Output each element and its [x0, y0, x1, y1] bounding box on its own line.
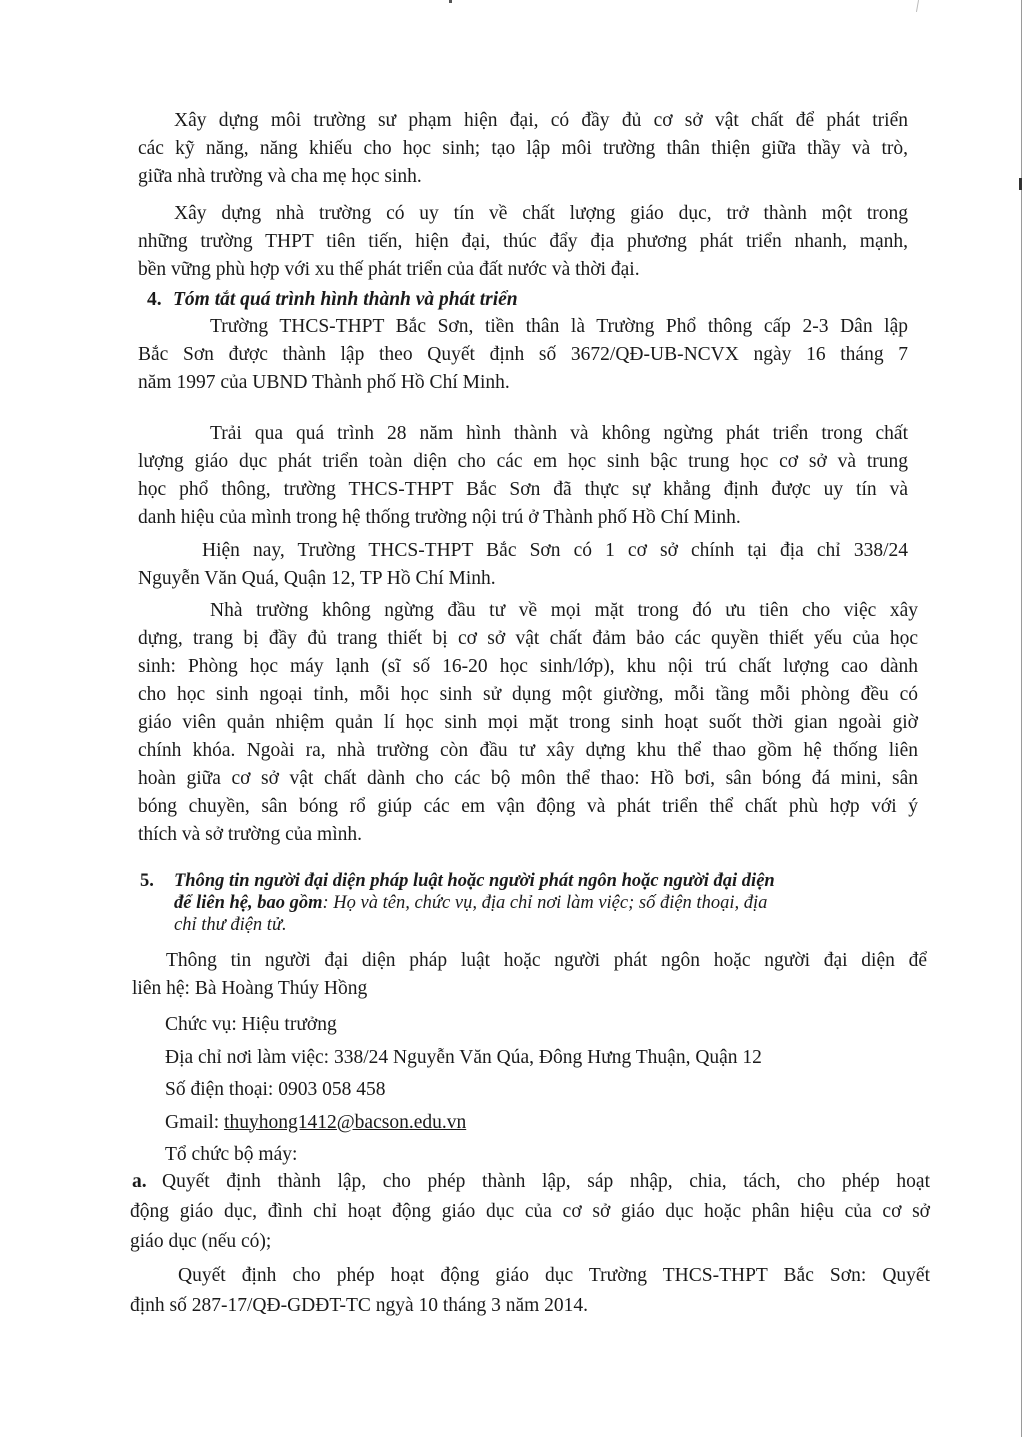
paragraph-campus [138, 537, 908, 593]
text-line: Trải qua quá trình 28 năm hình thành và không ngừng phát triển trong chất [210, 423, 908, 444]
section-subtitle: chỉ thư điện tử. [174, 915, 287, 935]
paragraph-representative [132, 947, 927, 1003]
text-line: Xây dựng nhà trường có uy tín về chất lượng giáo dục, trở thành một trong [174, 203, 908, 224]
text-line: năm 1997 của UBND Thành phố Hồ Chí Minh. [138, 372, 510, 393]
paragraph-vision-2 [138, 200, 908, 284]
text-line: định số 287-17/QĐ-GDĐT-TC ngyà 10 tháng 3 năm 2014. [130, 1295, 589, 1316]
text-line: Quyết định cho phép hoạt động giáo dục Trường THCS-THPT Bắc Sơn: Quyết [178, 1265, 930, 1286]
section-number: 4. [147, 289, 162, 310]
contact-phone: Số điện thoại: 0903 058 458 [165, 1079, 386, 1100]
item-a [130, 1167, 930, 1257]
scan-artifact [916, 0, 919, 12]
text-line: Quyết định thành lập, cho phép thành lập, sáp nhập, chia, tách, cho phép hoạt [162, 1171, 930, 1192]
email-link[interactable]: thuyhong1412@bacson.edu.vn [224, 1111, 467, 1133]
section-5-heading [140, 870, 775, 936]
text-line: Hiện nay, Trường THCS-THPT Bắc Sơn có 1 cơ sở chính tại địa chỉ 338/24 [202, 540, 908, 561]
section-number: 5. [140, 871, 154, 891]
paragraph-vision-1 [138, 107, 908, 191]
text-line: giáo viên quản nhiệm quản lí học sinh mọi mặt trong sinh hoạt suốt thời gian ngoài giờ [138, 712, 918, 733]
text-line: giáo dục (nếu có); [130, 1231, 272, 1252]
paragraph-facilities [138, 597, 918, 849]
paragraph-history [138, 313, 908, 397]
scan-artifact [449, 0, 452, 3]
text-line: các kỹ năng, năng khiếu cho học sinh; tạo lập môi trường thân thiện giữa thầy và trò, [138, 138, 908, 159]
text-line: liên hệ: Bà Hoàng Thúy Hồng [132, 978, 368, 999]
text-line: những trường THPT tiên tiến, hiện đại, thúc đẩy địa phương phát triển nhanh, mạnh, [138, 231, 908, 252]
paragraph-development [138, 420, 908, 532]
item-label: a. [132, 1171, 147, 1192]
text-line: cho học sinh ngoại tỉnh, mỗi học sinh sử dụng một giường, mỗi tầng mỗi phòng đều có [138, 684, 918, 705]
text-line: thích và sở trường của mình. [138, 824, 362, 845]
contact-address: Địa chỉ nơi làm việc: 338/24 Nguyễn Văn Qúa, Đông Hưng Thuận, Quận 12 [165, 1046, 762, 1068]
section-subtitle: : Họ và tên, chức vụ, địa chỉ nơi làm việc; số điện thoại, địa [322, 893, 768, 913]
email-label: Gmail: [165, 1111, 225, 1133]
text-line: bóng chuyền, sân bóng rổ giúp các em vận động và phát triển thể chất phù hợp với ý [138, 796, 918, 817]
scan-artifact [1019, 178, 1022, 190]
org-label: Tổ chức bộ máy: [165, 1144, 298, 1165]
text-line: Xây dựng môi trường sư phạm hiện đại, có đầy đủ cơ sở vật chất để phát triển [174, 110, 908, 131]
contact-info [165, 1009, 762, 1172]
contact-position: Chức vụ: Hiệu trưởng [165, 1014, 337, 1035]
text-line: sinh: Phòng học máy lạnh (sĩ số 16-20 học sinh/lớp), khu nội trú chất lượng cao dành [138, 656, 918, 677]
section-title: để liên hệ, bao gồm [174, 893, 323, 913]
text-line: giữa nhà trường và cha mẹ học sinh. [138, 166, 422, 187]
text-line: động giáo dục, đình chỉ hoạt động giáo dục của cơ sở giáo dục hoặc phân hiệu của cơ sở [130, 1201, 930, 1222]
text-line: Nhà trường không ngừng đầu tư về mọi mặt trong đó ưu tiên cho việc xây [210, 600, 918, 621]
text-line: Thông tin người đại diện pháp luật hoặc người phát ngôn hoặc người đại diện để [166, 950, 927, 971]
section-title: Tóm tắt quá trình hình thành và phát triển [173, 289, 518, 310]
section-4-heading [147, 286, 518, 314]
text-line: học phổ thông, trường THCS-THPT Bắc Sơn đã thực sự khẳng định được uy tín và [138, 479, 908, 500]
paragraph-decision [130, 1261, 930, 1321]
text-line: lượng giáo dục phát triển toàn diện cho các em học sinh bậc trung học cơ sở và trung [138, 451, 908, 472]
text-line: hoàn giữa cơ sở vật chất dành cho các bộ môn thể thao: Hồ bơi, sân bóng đá mini, sân [138, 768, 918, 789]
text-line: Nguyễn Văn Quá, Quận 12, TP Hồ Chí Minh. [138, 568, 496, 589]
text-line: dựng, trang bị đầy đủ trang thiết bị cơ sở vật chất đảm bảo các quyền thiết yếu của học [138, 628, 918, 649]
text-line: Trường THCS-THPT Bắc Sơn, tiền thân là Trường Phổ thông cấp 2-3 Dân lập [210, 316, 908, 337]
text-line: chính khóa. Ngoài ra, nhà trường còn đầu tư xây dựng khu thể thao gồm hệ thống liên [138, 740, 918, 761]
page-edge [1021, 0, 1022, 1437]
text-line: Bắc Sơn được thành lập theo Quyết định số 3672/QĐ-UB-NCVX ngày 16 tháng 7 [138, 344, 908, 365]
text-line: bền vững phù hợp với xu thế phát triển của đất nước và thời đại. [138, 259, 640, 280]
section-title: Thông tin người đại diện pháp luật hoặc người phát ngôn hoặc người đại diện [174, 871, 775, 891]
text-line: danh hiệu của mình trong hệ thống trường nội trú ở Thành phố Hồ Chí Minh. [138, 507, 741, 528]
